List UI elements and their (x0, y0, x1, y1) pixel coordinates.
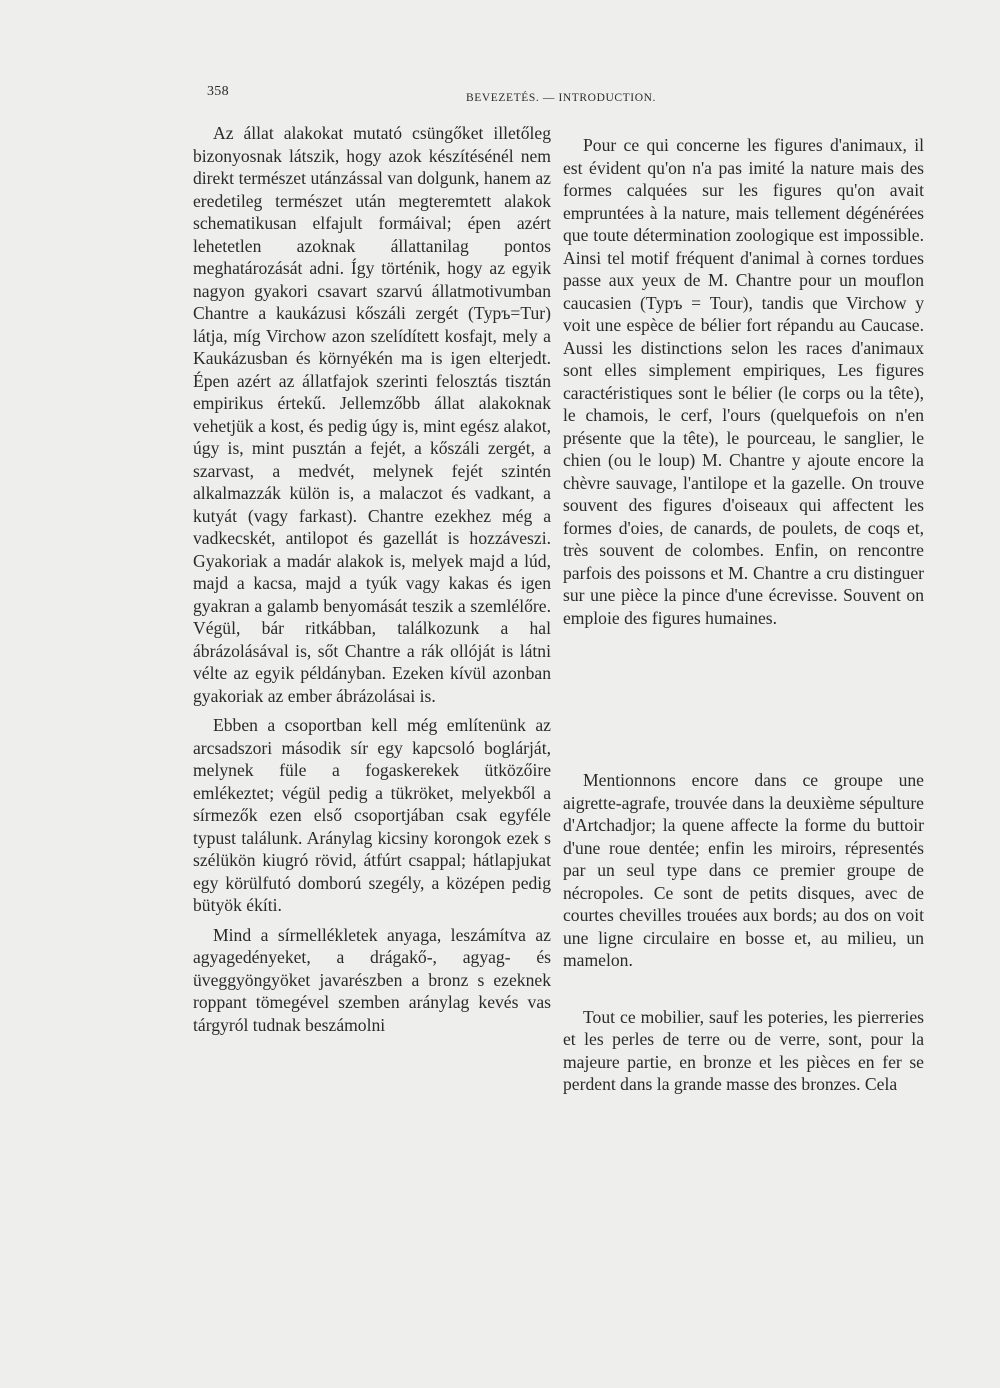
paragraph: Pour ce qui concerne les figures d'animaux, il est évident qu'on n'a pas imité la nature mais des formes calquées sur les figures qu'on avait empruntées à la nature, mais tellement dégénérées que toute détermination zoologique est impossible. Ainsi tel motif fréquent d'animal à cornes tordues passe aux yeux de M. Chantre pour un mouflon caucasien (Туръ = Tour), tandis que Virchow y voit une espèce de bélier fort répandu au Caucase. Aussi les distinctions selon les races d'animaux sont elles simplement empiriques, Les figures caractéristiques sont le bélier (le corps ou la tête), le chamois, le cerf, l'ours (quelquefois on n'en présente que la tête), le pourceau, le sanglier, le chien (ou le loup) M. Chantre y ajoute encore la chèvre sauvage, l'antilope et la gazelle. On trouve souvent des figures d'oiseaux qui affectent les formes d'oies, de canards, de poulets, de coqs et, très souvent de colombes. Enfin, on rencontre parfois des poissons et M. Chantre a cru distinguer sur une pièce la pince d'une écrevisse. Souvent on emploie des figures humaines. (563, 135, 924, 628)
hungarian-text-column (193, 122, 551, 1036)
page-number: 358 (207, 84, 229, 99)
paragraph: Az állat alakokat mutató csüngőket illetőleg bizonyosnak látszik, hogy azok készítésénél nem direkt természet utánzással van dolgunk, hanem az eredetileg természet után megteremtett alakok schematikusan elfajult formáival; épen azért lehetetlen azoknak állattanilag pontos meghatározását adni. Így történik, hogy az egyik nagyon gyakori csavart szarvú állatmotivumban Chantre a kaukázusi kőszáli zergét (Туръ=Tur) látja, míg Virchow azon szelídített kosfajt, mely a Kaukázusban és környékén ma is igen elterjedt. Épen azért az állatfajok szerinti felosztás tisztán empirikus értekű. Jellemzőbb állat alakoknak vehetjük a kost, és pedig úgy is, mint egész alakot, úgy is, mint pusztán a fejét, a kőszáli zergét, a szarvast, a medvét, melynek fejét szintén alkalmazzák külön is, a malaczot és vadkant, a kutyát (vagy farkast). Chantre ezekhez még a vadkecskét, antilopot és gazellát is hozzáveszi. Gyakoriak a madár alakok is, melyek majd a lúd, majd a kacsa, majd a tyúk vagy kakas és igen gyakran a galamb benyomását teszik a szemlélőre. Végül, bár ritkábban, találkozunk a hal ábrázolásával is, sőt Chantre a rák ollóját is látni vélte az egyik példányban. Ezeken kívül azonban gyakoriak az ember ábrázolásai is. (193, 123, 551, 706)
french-text-column (563, 134, 924, 1096)
running-head: BEVEZETÉS. — INTRODUCTION. (466, 92, 656, 104)
paragraph: Ebben a csoportban kell még említenünk az arcsadszori második sír egy kapcsoló boglárját, melynek füle a fogaskerekek ütközőire emlékeztet; végül pedig a tükröket, melyekből a sírmezők ezen első csoportjában csak egyféle typust találunk. Aránylag kicsiny korongok ezek s szélükön kiugró rövid, átfúrt csappal; hátlapjukat egy körülfutó domború szegély, a középen pedig bütyök ékíti. (193, 715, 551, 915)
paragraph: Mind a sírmellékletek anyaga, leszámítva az agyagedényeket, a drágakő-, agyag- és üveggyöngyöket javarészben a bronz s ezeknek roppant tömegével szemben aránylag kevés vas tárgyról tudnak beszámolni (193, 924, 551, 1035)
paragraph: Tout ce mobilier, sauf les poteries, les pierreries et les perles de terre ou de verre, sont, pour la majeure partie, en bronze et les pièces en fer se perdent dans la grande masse des bronzes. Cela (563, 1006, 924, 1094)
paragraph: Mentionnons encore dans ce groupe une aigrette-agrafe, trouvée dans la deuxième sépulture d'Artchadjor; la quene affecte la forme du buttoir d'une roue dentée; enfin les miroirs, répresentés par un seul type dans ce premier groupe de nécropoles. Ce sont de petits disques, avec de courtes chevilles trouées aux bords; au dos on voit une ligne circulaire en bosse et, au milieu, un mamelon. (563, 770, 924, 970)
